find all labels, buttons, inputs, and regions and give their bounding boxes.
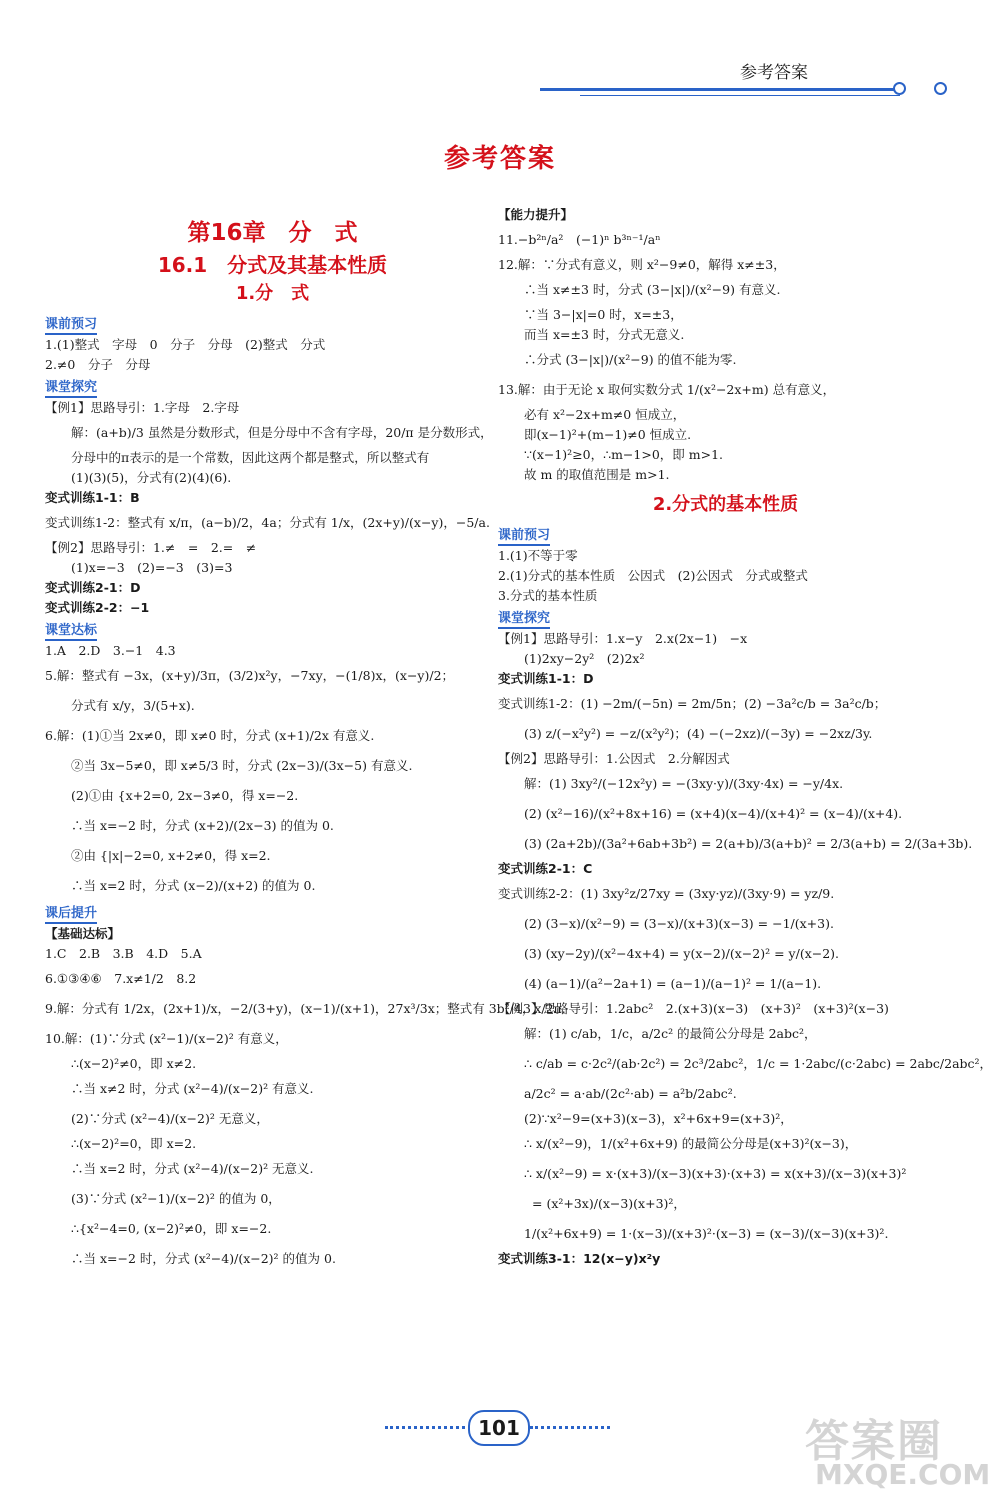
header-dot-icon xyxy=(893,82,906,95)
answer-line: ∴ c/ab = c·2c²/(ab·2c²) = 2c³/2abc²，1/c = 1·2abc/(c·2abc) = 2abc/2abc²， xyxy=(524,1056,993,1071)
footer-dots-left xyxy=(385,1426,465,1429)
answer-line: ∴{x²−4=0, (x−2)²≠0，即 x=−2. xyxy=(71,1221,272,1236)
answer-heading: 【能力提升】 xyxy=(498,207,574,222)
subsection-title: 1.分 式 xyxy=(235,283,310,304)
answer-line: 1.(1)不等于零 xyxy=(498,548,578,563)
answer-line: ∴当 x=−2 时，分式 (x²−4)/(x−2)² 的值为 0. xyxy=(71,1251,336,1266)
header-dot-icon xyxy=(934,82,947,95)
answer-line: 变式训练2-2：(1) 3xy²z/27xy = (3xy·yz)/(3xy·9) = yz/9. xyxy=(498,886,835,901)
answer-line: ∴当 x≠±3 时，分式 (3−|x|)/(x²−9) 有意义. xyxy=(524,282,781,297)
tag-row xyxy=(498,523,953,546)
answer-line: 1.(1)整式 字母 0 分子 分母 (2)整式 分式 xyxy=(45,337,326,352)
answer-heading: 变式训练2-1：D xyxy=(45,580,141,595)
footer-dots-right xyxy=(530,1426,610,1429)
chapter-title: 第16章 分 式 xyxy=(187,220,358,246)
answer-heading: 变式训练2-1：C xyxy=(498,861,593,876)
answer-line: ∴当 x≠2 时，分式 (x²−4)/(x−2)² 有意义. xyxy=(71,1081,314,1096)
answer-line: 1.C 2.B 3.B 4.D 5.A xyxy=(45,946,202,961)
answer-line: 10.解：(1)∵分式 (x²−1)/(x−2)² 有意义， xyxy=(45,1031,288,1046)
answer-line: (3)∵分式 (x²−1)/(x−2)² 的值为 0， xyxy=(71,1191,281,1206)
subsection-title: 2.分式的基本性质 xyxy=(652,494,799,515)
answer-line: 11.−b²ⁿ/a² (−1)ⁿ b³ⁿ⁻¹/aⁿ xyxy=(498,232,661,247)
header-label: 参考答案 xyxy=(740,63,808,83)
answer-line: ∴当 x=−2 时，分式 (x+2)/(2x−3) 的值为 0. xyxy=(71,818,334,833)
answer-line: ∴当 x=2 时，分式 (x−2)/(x+2) 的值为 0. xyxy=(71,878,316,893)
answer-line: ∵(x−1)²≥0，∴m−1>0，即 m>1. xyxy=(524,447,724,462)
answer-line: 3.分式的基本性质 xyxy=(498,588,598,603)
answer-line: ∴ x/(x²−9)，1/(x²+6x+9) 的最简公分母是(x+3)²(x−3)， xyxy=(524,1136,858,1151)
answer-heading: 变式训练1-1：B xyxy=(45,490,140,505)
header-rule-thin xyxy=(580,95,900,96)
answer-line: 5.解：整式有 −3x，(x+y)/3π，(3/2)x²y，−7xy，−(1/8)x，(x−y)/2； xyxy=(45,668,455,683)
answer-line: = (x²+3x)/(x−3)(x+3)²， xyxy=(532,1196,686,1211)
answer-line: (2)①由 {x+2=0, 2x−3≠0，得 x=−2. xyxy=(71,788,299,803)
section-title: 16.1 分式及其基本性质 xyxy=(157,253,388,277)
answer-line: 9.解：分式有 1/2x，(2x+1)/x，−2/(3+y)，(x−1)/(x+1)，27x³/3x；整式有 3b²/4，x/2π. xyxy=(45,1001,566,1016)
answer-line: 必有 x²−2x+m≠0 恒成立， xyxy=(524,407,686,422)
answer-line: 分母中的π表示的是一个常数，因此这两个都是整式，所以整式有 xyxy=(71,450,430,465)
answer-line: 6.解：(1)①当 2x≠0，即 x≠0 时，分式 (x+1)/2x 有意义. xyxy=(45,728,375,743)
answer-line: 【例1】思路导引：1.x−y 2.x(2x−1) −x xyxy=(498,631,748,646)
answer-line: ②由 {|x|−2=0, x+2≠0，得 x=2. xyxy=(71,848,271,863)
answer-line: (2) (3−x)/(x²−9) = (3−x)/(x+3)(x−3) = −1/(x+3). xyxy=(524,916,834,931)
answer-line: (1)2xy−2y² (2)2x² xyxy=(524,651,645,666)
answer-line: 6.①③④⑥ 7.x≠1/2 8.2 xyxy=(45,971,197,986)
answer-line: 故 m 的取值范围是 m>1. xyxy=(524,467,670,482)
page-number: 101 xyxy=(468,1410,530,1446)
answer-line: 【例2】思路导引：1.公因式 2.分解因式 xyxy=(498,751,730,766)
tag-row xyxy=(45,375,500,398)
answer-line: ∴ x/(x²−9) = x·(x+3)/(x−3)(x+3)·(x+3) = x(x+3)/(x−3)(x+3)² xyxy=(524,1166,907,1181)
answer-line: 即(x−1)²+(m−1)≠0 恒成立. xyxy=(524,427,692,442)
answer-line: 2.≠0 分子 分母 xyxy=(45,357,151,372)
answer-line: ∴当 x=2 时，分式 (x²−4)/(x−2)² 无意义. xyxy=(71,1161,314,1176)
answer-heading: 【基础达标】 xyxy=(45,926,121,941)
answer-line: ∴分式 (3−|x|)/(x²−9) 的值不能为零. xyxy=(524,352,737,367)
answer-line: 解：(a+b)/3 虽然是分数形式，但是分母中不含有字母，20/π 是分数形式， xyxy=(71,425,493,440)
answer-line: (3) (2a+2b)/(3a²+6ab+3b²) = 2(a+b)/3(a+b)² = 2/3(a+b) = 2/(3a+3b). xyxy=(524,836,973,851)
answer-line: 分式有 x/y，3/(5+x). xyxy=(71,698,195,713)
section-tag: 课堂探究 xyxy=(45,379,97,398)
answer-line: 解：(1) 3xy²/(−12x²y) = −(3xy·y)/(3xy·4x) = −y/4x. xyxy=(524,776,844,791)
right-bottom-lines xyxy=(498,523,993,1269)
tag-row xyxy=(498,606,953,629)
answer-line: 1/(x²+6x+9) = 1·(x−3)/(x+3)²·(x−3) = (x−3)/(x−3)(x+3)². xyxy=(524,1226,889,1241)
watermark-cn: 答案圈 xyxy=(805,1416,943,1467)
page-title: 参考答案 xyxy=(443,144,556,174)
answer-line: ∵当 3−|x|=0 时，x=±3， xyxy=(524,307,683,322)
answer-line: ∴(x−2)²≠0，即 x≠2. xyxy=(71,1056,197,1071)
answer-line: a/2c² = a·ab/(2c²·ab) = a²b/2abc². xyxy=(524,1086,737,1101)
answer-line: 13.解：由于无论 x 取何实数分式 1/(x²−2x+m) 总有意义， xyxy=(498,382,836,397)
section-tag: 课后提升 xyxy=(45,905,97,924)
answer-line: 解：(1) c/ab，1/c，a/2c² 的最简公分母是 2abc²， xyxy=(524,1026,817,1041)
answer-line: (2) (x²−16)/(x²+8x+16) = (x+4)(x−4)/(x+4)² = (x−4)/(x+4). xyxy=(524,806,903,821)
tag-row xyxy=(45,618,500,641)
right-column xyxy=(498,205,993,1269)
answer-line: (1)(3)(5)，分式有(2)(4)(6). xyxy=(71,470,232,485)
answer-line: (4) (a−1)/(a²−2a+1) = (a−1)/(a−1)² = 1/(a−1). xyxy=(524,976,822,991)
answer-heading: 变式训练1-1：D xyxy=(498,671,594,686)
tag-row xyxy=(45,312,500,335)
right-top-lines xyxy=(498,205,953,485)
answer-line: (2)∵x²−9=(x+3)(x−3)，x²+6x+9=(x+3)²， xyxy=(524,1111,793,1126)
section-tag: 课堂达标 xyxy=(45,622,97,641)
section-tag: 课前预习 xyxy=(45,316,97,335)
answer-line: 【例1】思路导引：1.字母 2.字母 xyxy=(45,400,240,415)
answer-line: 【例2】思路导引：1.≠ = 2.= ≠ xyxy=(45,540,257,555)
answer-line: 1.A 2.D 3.−1 4.3 xyxy=(45,643,176,658)
answer-line: (3) (xy−2y)/(x²−4x+4) = y(x−2)/(x−2)² = y/(x−2). xyxy=(524,946,840,961)
answer-heading: 变式训练2-2：−1 xyxy=(45,600,150,615)
answer-line: 变式训练1-2：(1) −2m/(−5n) = 2m/5n；(2) −3a²c/b = 3a²c/b； xyxy=(498,696,887,711)
answer-line: 12.解：∵分式有意义，则 x²−9≠0，解得 x≠±3， xyxy=(498,257,786,272)
section-tag: 课堂探究 xyxy=(498,610,550,629)
answer-line: (1)x=−3 (2)=−3 (3)=3 xyxy=(71,560,233,575)
answer-line: 【例3】思路导引：1.2abc² 2.(x+3)(x−3) (x+3)² (x+3)²(x−3) xyxy=(498,1001,889,1016)
watermark-en: MXQE.COM xyxy=(815,1458,991,1491)
header-rule xyxy=(540,88,900,91)
answer-line: ②当 3x−5≠0，即 x≠5/3 时，分式 (2x−3)/(3x−5) 有意义. xyxy=(71,758,413,773)
answer-line: 而当 x=±3 时，分式无意义. xyxy=(524,327,685,342)
answer-line: 变式训练1-2：整式有 x/π，(a−b)/2，4a；分式有 1/x，(2x+y)/(x−y)，−5/a. xyxy=(45,515,490,530)
answer-line: (2)∵分式 (x²−4)/(x−2)² 无意义， xyxy=(71,1111,269,1126)
answer-line: ∴(x−2)²=0，即 x=2. xyxy=(71,1136,197,1151)
answer-heading: 变式训练3-1：12(x−y)x²y xyxy=(498,1251,661,1266)
tag-row xyxy=(45,901,500,924)
section-tag: 课前预习 xyxy=(498,527,550,546)
answer-line: 2.(1)分式的基本性质 公因式 (2)公因式 分式或整式 xyxy=(498,568,808,583)
answer-line: (3) z/(−x²y²) = −z/(x²y²)；(4) −(−2xz)/(−3y) = −2xz/3y. xyxy=(524,726,873,741)
